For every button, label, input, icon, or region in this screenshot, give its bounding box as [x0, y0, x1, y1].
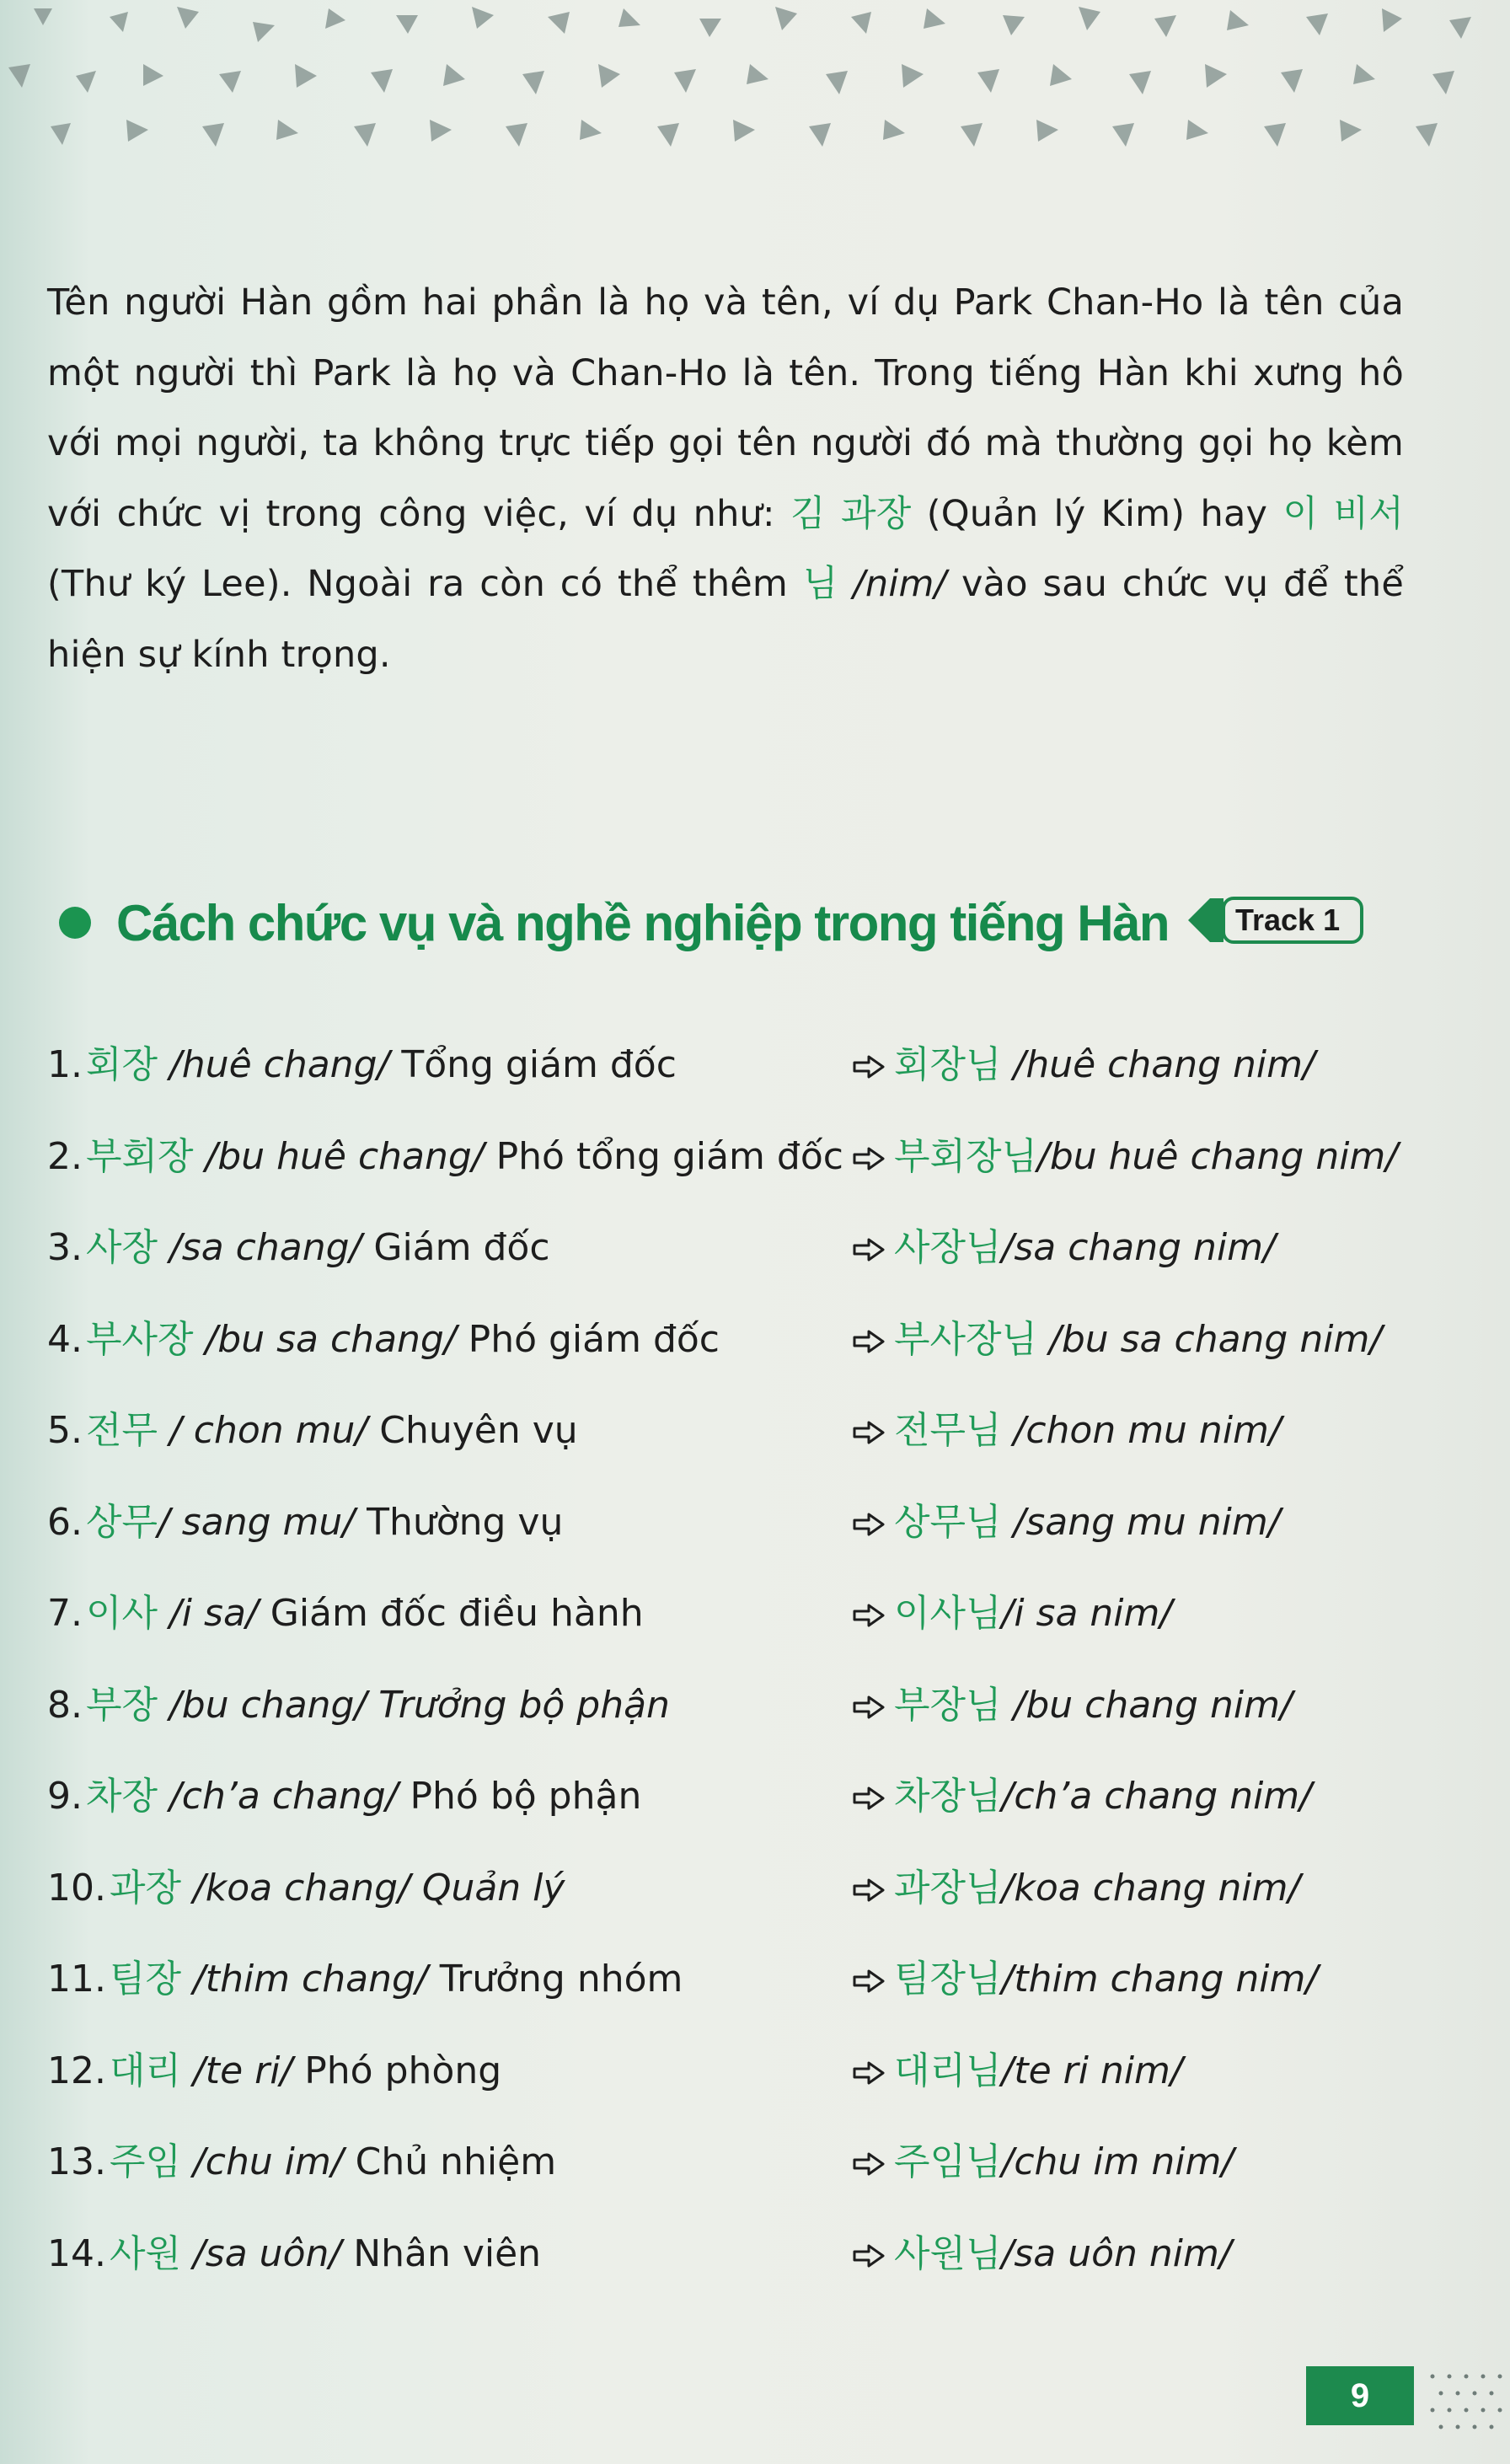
- korean-honorific: 전무님: [894, 1409, 1002, 1452]
- list-item: [47, 1020, 1429, 1111]
- romanization: /koa chang/: [181, 1866, 422, 1910]
- vietnamese-meaning: Thường vụ: [367, 1500, 564, 1544]
- list-item: [47, 1660, 1429, 1752]
- arrow-right-icon: [852, 1329, 894, 1354]
- honorific-form: [852, 2026, 1183, 2118]
- romanization: /bu chang/: [158, 1683, 379, 1727]
- decorative-triangle-border: [0, 0, 1510, 169]
- korean-title: 팀장: [109, 1958, 181, 2001]
- arrow-right-icon: [852, 1146, 894, 1171]
- honorific-romanization: /chon mu nim/: [1001, 1409, 1282, 1452]
- item-number: 2.: [47, 1134, 83, 1178]
- korean-honorific: 부장님: [894, 1683, 1002, 1727]
- korean-honorific: 사장님: [894, 1226, 1002, 1269]
- job-title-entry: [47, 2117, 556, 2209]
- arrow-right-icon: [852, 1237, 894, 1262]
- korean-honorific: 사원님: [894, 2231, 1002, 2275]
- item-number: 10.: [47, 1866, 106, 1910]
- korean-example-kim: 김 과장: [790, 492, 912, 535]
- korean-title: 사장: [85, 1226, 158, 1269]
- arrow-right-icon: [852, 1786, 894, 1811]
- list-item: [47, 1294, 1429, 1386]
- korean-title: 전무: [85, 1409, 158, 1452]
- honorific-romanization: /i sa nim/: [1001, 1592, 1173, 1635]
- romanization: /chu im/: [181, 2140, 356, 2183]
- honorific-form: [852, 1203, 1276, 1294]
- romanization: /thim chang/: [181, 1958, 440, 2001]
- honorific-form: [852, 1568, 1172, 1660]
- vietnamese-meaning: Quản lý: [421, 1866, 565, 1910]
- vietnamese-meaning: Trưởng nhóm: [439, 1958, 683, 2001]
- honorific-form: [852, 1111, 1398, 1203]
- job-title-entry: [47, 1568, 644, 1660]
- job-title-entry: [47, 2026, 501, 2118]
- vietnamese-meaning: Tổng giám đốc: [401, 1043, 677, 1086]
- honorific-romanization: /te ri nim/: [1001, 2049, 1183, 2092]
- korean-honorific: 대리님: [894, 2049, 1002, 2092]
- item-number: 6.: [47, 1500, 83, 1544]
- honorific-romanization: /thim chang nim/: [1001, 1958, 1319, 2001]
- honorific-romanization: /bu chang nim/: [1001, 1683, 1293, 1727]
- korean-honorific: 팀장님: [894, 1958, 1002, 2001]
- korean-example-lee: 이 비서: [1282, 492, 1404, 535]
- honorific-form: [852, 1294, 1382, 1386]
- honorific-form: [852, 1385, 1282, 1477]
- honorific-form: [852, 1751, 1312, 1843]
- arrow-right-icon: [852, 1695, 894, 1720]
- honorific-form: [852, 1934, 1318, 2026]
- job-title-entry: [47, 1385, 578, 1477]
- arrow-right-icon: [852, 1603, 894, 1628]
- korean-honorific: 주임님: [894, 2140, 1002, 2183]
- honorific-form: [852, 1020, 1315, 1111]
- job-title-entry: [47, 1934, 683, 2026]
- list-item: [47, 1568, 1429, 1660]
- job-title-entry: [47, 1111, 843, 1203]
- honorific-romanization: /koa chang nim/: [1001, 1866, 1301, 1910]
- arrow-right-icon: [852, 2151, 894, 2177]
- romanization: /sa uôn/: [181, 2231, 354, 2275]
- korean-title: 부회장: [85, 1134, 194, 1178]
- bullet-dot-icon: [59, 907, 91, 939]
- vietnamese-meaning: Phó giám đốc: [468, 1317, 720, 1361]
- korean-honorific: 상무님: [894, 1500, 1002, 1544]
- honorific-romanization: /bu sa chang nim/: [1037, 1317, 1383, 1361]
- section-title: Cách chức vụ và nghề nghiệp trong tiếng Hàn: [116, 894, 1170, 951]
- job-title-entry: [47, 1751, 641, 1843]
- list-item: [47, 1385, 1429, 1477]
- item-number: 14.: [47, 2231, 106, 2275]
- korean-title: 부장: [85, 1683, 158, 1727]
- korean-honorific: 차장님: [894, 1775, 1002, 1818]
- arrow-right-icon: [852, 1054, 894, 1079]
- arrow-right-icon: [852, 1969, 894, 1994]
- romanization: / sang mu/: [158, 1500, 367, 1544]
- page-number: 9: [1306, 2366, 1414, 2425]
- job-title-entry: [47, 1843, 565, 1935]
- list-item: [47, 2209, 1429, 2301]
- korean-honorific: 이사님: [894, 1592, 1002, 1635]
- list-item: [47, 1203, 1429, 1294]
- honorific-romanization: /sa chang nim/: [1001, 1226, 1276, 1269]
- korean-title: 주임: [109, 2140, 181, 2183]
- vietnamese-meaning: Trưởng bộ phận: [378, 1683, 670, 1727]
- honorific-form: [852, 1660, 1293, 1752]
- romanization: / chon mu/: [158, 1409, 380, 1452]
- romanization: /bu huê chang/: [193, 1134, 496, 1178]
- korean-title: 대리: [109, 2049, 181, 2092]
- romanization: /ch’a chang/: [158, 1775, 410, 1818]
- korean-title: 상무: [85, 1500, 158, 1544]
- section-heading: [59, 889, 1169, 956]
- korean-title: 회장: [85, 1043, 158, 1086]
- list-item: [47, 1477, 1429, 1569]
- vietnamese-meaning: Phó phòng: [304, 2049, 502, 2092]
- honorific-romanization: /ch’a chang nim/: [1001, 1775, 1312, 1818]
- romanization: /bu sa chang/: [193, 1317, 469, 1361]
- korean-title: 과장: [109, 1866, 181, 1910]
- list-item: [47, 1111, 1429, 1203]
- arrow-right-icon: [852, 1877, 894, 1903]
- list-item: [47, 1934, 1429, 2026]
- list-item: [47, 1751, 1429, 1843]
- arrow-right-icon: [852, 1420, 894, 1445]
- arrow-right-icon: [852, 1512, 894, 1537]
- romanization: /sa chang/: [158, 1226, 374, 1269]
- vietnamese-meaning: Phó tổng giám đốc: [495, 1134, 843, 1178]
- list-item: [47, 2026, 1429, 2118]
- list-item: [47, 1843, 1429, 1935]
- honorific-form: [852, 2209, 1232, 2301]
- arrow-right-icon: [852, 2243, 894, 2268]
- decorative-dots: [1424, 2351, 1510, 2464]
- romanization: /i sa/: [158, 1592, 270, 1635]
- item-number: 12.: [47, 2049, 106, 2092]
- honorific-form: [852, 2117, 1234, 2209]
- audio-track-badge[interactable]: [1188, 895, 1365, 945]
- honorific-romanization: /huê chang nim/: [1001, 1043, 1315, 1086]
- vietnamese-meaning: Giám đốc điều hành: [270, 1592, 644, 1635]
- honorific-romanization: /sa uôn nim/: [1001, 2231, 1232, 2275]
- item-number: 13.: [47, 2140, 106, 2183]
- job-title-entry: [47, 1477, 563, 1569]
- vietnamese-meaning: Phó bộ phận: [410, 1775, 642, 1818]
- item-number: 8.: [47, 1683, 83, 1727]
- job-title-entry: [47, 1294, 720, 1386]
- vietnamese-meaning: Nhân viên: [353, 2231, 542, 2275]
- korean-title: 차장: [85, 1775, 158, 1818]
- track-label: Track 1: [1235, 903, 1341, 937]
- list-item: [47, 2117, 1429, 2209]
- romanization: /te ri/: [181, 2049, 305, 2092]
- korean-title: 이사: [85, 1592, 158, 1635]
- vietnamese-meaning: Giám đốc: [373, 1226, 550, 1269]
- intro-paragraph: Tên người Hàn gồm hai phần là họ và tên, ví dụ Park Chan-Ho là tên của một người thì Park là họ và Chan-Ho là tên. Trong tiếng Hàn khi xưng hô với mọi người, ta không trực tiếp gọi tên người đó mà thường gọi họ kèm với chức vị trong công việc, ví dụ như: 김 과장 (Quản lý Kim) hay 이 비서 (Thư ký Lee). Ngoài ra còn có thể thêm 님 /nim/ vào sau chức vụ để thể hiện sự kính trọng.: [47, 281, 1404, 676]
- item-number: 7.: [47, 1592, 83, 1635]
- honorific-form: [852, 1477, 1281, 1569]
- korean-honorific: 회장님: [894, 1043, 1002, 1086]
- job-title-list: [47, 1020, 1429, 2300]
- korean-honorific: 과장님: [894, 1866, 1002, 1910]
- item-number: 3.: [47, 1226, 83, 1269]
- job-title-entry: [47, 1020, 677, 1111]
- korean-title: 사원: [109, 2231, 181, 2275]
- job-title-entry: [47, 2209, 541, 2301]
- korean-honorific: 부사장님: [894, 1317, 1038, 1361]
- vietnamese-meaning: Chủ nhiệm: [355, 2140, 557, 2183]
- job-title-entry: [47, 1660, 670, 1752]
- korean-honorific: 부회장님: [894, 1134, 1038, 1178]
- item-number: 1.: [47, 1043, 83, 1086]
- honorific-romanization: /chu im nim/: [1001, 2140, 1234, 2183]
- korean-suffix-nim: 님: [802, 563, 838, 605]
- arrow-right-icon: [852, 2060, 894, 2086]
- item-number: 5.: [47, 1409, 83, 1452]
- honorific-romanization: /sang mu nim/: [1001, 1500, 1281, 1544]
- item-number: 9.: [47, 1775, 83, 1818]
- honorific-romanization: /bu huê chang nim/: [1037, 1134, 1399, 1178]
- item-number: 4.: [47, 1317, 83, 1361]
- job-title-entry: [47, 1203, 550, 1294]
- korean-title: 부사장: [85, 1317, 194, 1361]
- item-number: 11.: [47, 1958, 106, 2001]
- romanization: /huê chang/: [158, 1043, 402, 1086]
- honorific-form: [852, 1843, 1300, 1935]
- vietnamese-meaning: Chuyên vụ: [379, 1409, 578, 1452]
